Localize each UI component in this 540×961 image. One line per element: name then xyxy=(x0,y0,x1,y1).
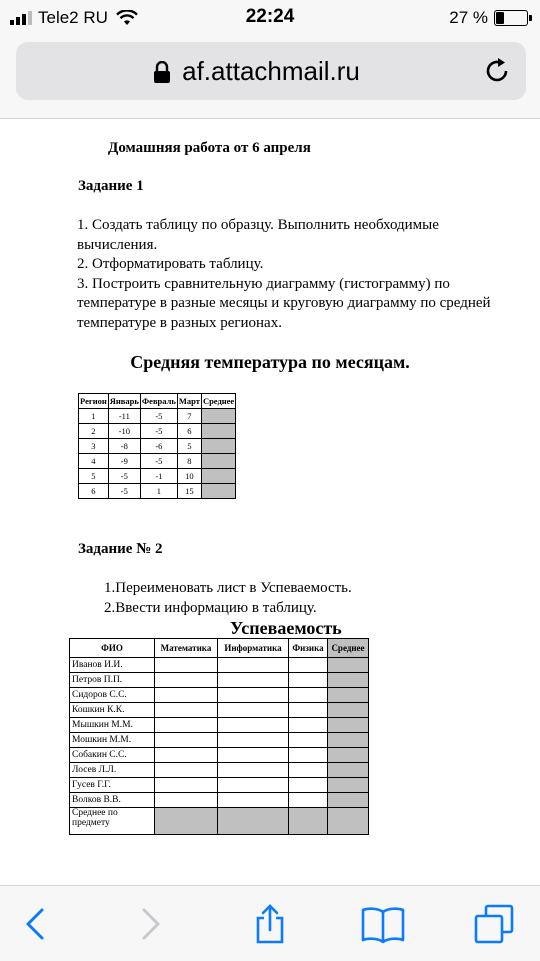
column-header: Математика xyxy=(155,639,218,658)
table-cell xyxy=(328,718,369,733)
clock: 22:24 xyxy=(245,6,295,27)
table-cell xyxy=(289,808,328,835)
table-row xyxy=(70,793,369,808)
table-cell xyxy=(218,673,289,688)
table-cell xyxy=(155,748,218,763)
footer-label-cell: Среднее по предмету xyxy=(70,808,155,835)
table-cell: -11 xyxy=(108,409,140,424)
table-cell xyxy=(155,718,218,733)
forward-icon[interactable] xyxy=(130,904,170,944)
table-cell: -6 xyxy=(140,439,177,454)
table-cell xyxy=(289,658,328,673)
table-cell xyxy=(201,454,235,469)
table-cell xyxy=(289,673,328,688)
table-cell xyxy=(218,793,289,808)
task1-item: 1. Создать таблицу по образцу. Выполнить необходимые вычисления. xyxy=(77,217,439,253)
back-icon[interactable] xyxy=(16,904,56,944)
table-cell xyxy=(289,763,328,778)
column-header: Среднее xyxy=(328,639,369,658)
table-cell xyxy=(155,688,218,703)
task1-item: 3. Построить сравнительную диаграмму (гистограмму) по температуре в разные месяцы и круговую диаграмму по средней температуре в разных регионах. xyxy=(77,275,491,331)
table-cell: 6 xyxy=(177,424,201,439)
table-cell xyxy=(155,658,218,673)
tabs-icon[interactable] xyxy=(474,904,514,944)
table-cell: -9 xyxy=(108,454,140,469)
battery-percent: 27 % xyxy=(449,8,488,27)
browser-address-area xyxy=(0,36,540,119)
table-cell xyxy=(328,673,369,688)
task2-list xyxy=(104,579,352,618)
table-cell: -10 xyxy=(108,424,140,439)
task2-title: Задание № 2 xyxy=(78,541,163,557)
table-cell xyxy=(328,688,369,703)
table-cell: 8 xyxy=(177,454,201,469)
table-cell: -5 xyxy=(108,484,140,499)
student-name-cell: Сидоров С.С. xyxy=(70,688,155,703)
bookmarks-icon[interactable] xyxy=(360,904,406,944)
task1-list xyxy=(77,216,497,333)
student-name-cell: Петров П.П. xyxy=(70,673,155,688)
table-cell: 1 xyxy=(140,484,177,499)
task1-title: Задание 1 xyxy=(78,178,144,194)
battery-icon xyxy=(494,10,528,26)
student-name-cell: Лосев Л.Л. xyxy=(70,763,155,778)
task2-item: 1.Переименовать лист в Успеваемость. xyxy=(104,580,352,596)
table-header-row xyxy=(70,639,369,658)
temperature-table xyxy=(78,393,236,499)
table-row xyxy=(79,439,236,454)
table1-title: Средняя температура по месяцам. xyxy=(130,352,410,372)
address-bar[interactable] xyxy=(16,42,526,100)
task2-item: 2.Ввести информацию в таблицу. xyxy=(104,599,317,616)
table-cell xyxy=(328,808,369,835)
table-cell: 15 xyxy=(177,484,201,499)
table-cell xyxy=(201,484,235,499)
table-cell xyxy=(201,409,235,424)
column-header: Информатика xyxy=(218,639,289,658)
table-cell xyxy=(201,469,235,484)
table-row xyxy=(79,409,236,424)
reload-icon[interactable] xyxy=(482,56,512,86)
student-name-cell: Собакин С.С. xyxy=(70,748,155,763)
table-cell xyxy=(218,763,289,778)
table-row xyxy=(70,733,369,748)
table-cell xyxy=(289,718,328,733)
table-cell xyxy=(328,748,369,763)
carrier-name: Tele2 RU xyxy=(38,8,108,27)
table-footer-row xyxy=(70,808,369,835)
table-cell xyxy=(155,763,218,778)
table-cell: -5 xyxy=(140,409,177,424)
table-cell: -8 xyxy=(108,439,140,454)
share-icon[interactable] xyxy=(250,904,290,944)
table-cell xyxy=(328,778,369,793)
table-cell xyxy=(218,733,289,748)
table-cell xyxy=(289,748,328,763)
student-name-cell: Гусев Г.Г. xyxy=(70,778,155,793)
table-cell: 10 xyxy=(177,469,201,484)
table-cell xyxy=(155,733,218,748)
table-cell xyxy=(155,793,218,808)
table-cell xyxy=(201,439,235,454)
table-cell: -1 xyxy=(140,469,177,484)
table-row xyxy=(70,778,369,793)
table-row xyxy=(70,658,369,673)
table-cell xyxy=(289,733,328,748)
table-cell xyxy=(328,793,369,808)
table-row xyxy=(79,424,236,439)
table-row xyxy=(70,703,369,718)
table-cell xyxy=(328,703,369,718)
table-cell: 5 xyxy=(177,439,201,454)
table-cell xyxy=(289,778,328,793)
table-cell xyxy=(155,808,218,835)
table-row xyxy=(70,688,369,703)
table-cell xyxy=(289,703,328,718)
column-header: Март xyxy=(177,394,201,409)
student-name-cell: Волков В.В. xyxy=(70,793,155,808)
performance-table xyxy=(69,638,369,835)
table-cell xyxy=(289,688,328,703)
student-name-cell: Кошкин К.К. xyxy=(70,703,155,718)
table-cell xyxy=(155,703,218,718)
battery-group xyxy=(449,8,528,28)
table-cell xyxy=(218,748,289,763)
student-name-cell: Мошкин М.М. xyxy=(70,733,155,748)
table-row xyxy=(79,484,236,499)
document-page xyxy=(0,118,540,885)
table-cell: 7 xyxy=(177,409,201,424)
table-cell xyxy=(289,793,328,808)
table-cell xyxy=(218,808,289,835)
table-cell xyxy=(218,688,289,703)
column-header: Среднее xyxy=(201,394,235,409)
table-cell: 4 xyxy=(79,454,109,469)
student-name-cell: Иванов И.И. xyxy=(70,658,155,673)
column-header: Регион xyxy=(79,394,109,409)
browser-toolbar xyxy=(0,885,540,961)
column-header: Февраль xyxy=(140,394,177,409)
table-row xyxy=(79,454,236,469)
table-cell xyxy=(328,763,369,778)
table-cell xyxy=(218,778,289,793)
table-cell: 6 xyxy=(79,484,109,499)
table-cell xyxy=(328,658,369,673)
table-cell xyxy=(218,703,289,718)
table-cell: 2 xyxy=(79,424,109,439)
table-cell: 5 xyxy=(79,469,109,484)
table-cell xyxy=(201,424,235,439)
task1-item: 2. Отформатировать таблицу. xyxy=(77,256,264,272)
table-row xyxy=(70,718,369,733)
url-text: af.attachmail.ru xyxy=(182,56,360,86)
status-bar xyxy=(0,0,540,36)
table-cell xyxy=(155,673,218,688)
table-cell: -5 xyxy=(140,454,177,469)
table-row xyxy=(70,748,369,763)
table-cell: -5 xyxy=(108,469,140,484)
table2-title: Успеваемость xyxy=(230,618,342,638)
page-title: Домашняя работа от 6 апреля xyxy=(108,140,311,156)
table-cell: 1 xyxy=(79,409,109,424)
column-header: Физика xyxy=(289,639,328,658)
table-cell xyxy=(218,658,289,673)
table-cell: -5 xyxy=(140,424,177,439)
table-row xyxy=(79,469,236,484)
student-name-cell: Мышкин М.М. xyxy=(70,718,155,733)
table-cell xyxy=(328,733,369,748)
table-cell: 3 xyxy=(79,439,109,454)
table-cell xyxy=(155,778,218,793)
table-cell xyxy=(218,718,289,733)
table-header-row xyxy=(79,394,236,409)
table-row xyxy=(70,673,369,688)
column-header: ФИО xyxy=(70,639,155,658)
column-header: Январь xyxy=(108,394,140,409)
table-row xyxy=(70,763,369,778)
